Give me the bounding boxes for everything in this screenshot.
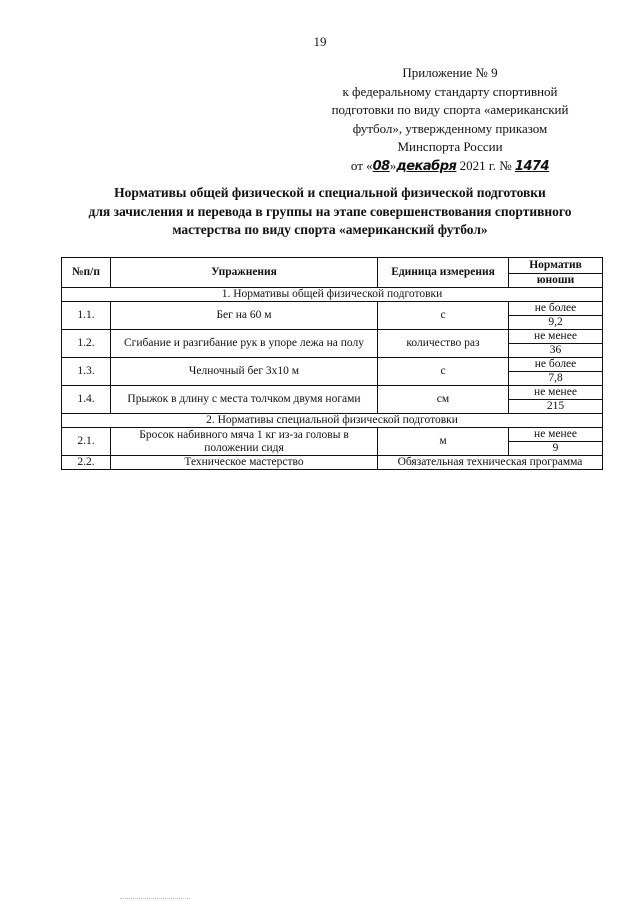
row-norm-label: не менее xyxy=(509,386,603,400)
table-row xyxy=(62,428,603,442)
row-norm-value: 9,2 xyxy=(509,316,603,330)
order-number: 1474 xyxy=(514,158,550,174)
row-num: 1.3. xyxy=(62,358,111,386)
appendix-line: подготовки по виду спорта «американский xyxy=(331,102,569,117)
date-year: 2021 г. № xyxy=(459,157,512,173)
row-norm-value: 9 xyxy=(509,442,603,456)
title-line: для зачисления и перевода в группы на этапе совершенствования спортивного xyxy=(88,203,572,219)
table-row xyxy=(62,358,603,372)
header-norm: Норматив xyxy=(509,258,603,274)
order-date-line xyxy=(300,157,600,177)
table-row xyxy=(62,302,603,316)
row-num: 1.1. xyxy=(62,302,111,330)
row-unit: количество раз xyxy=(378,330,509,358)
scan-artifact xyxy=(120,898,190,900)
section-title: 2. Нормативы специальной физической подготовки xyxy=(62,414,603,428)
date-prefix: от « xyxy=(350,157,373,173)
date-month: декабря xyxy=(396,158,457,174)
row-norm-label: не менее xyxy=(509,428,603,442)
appendix-line: к федеральному стандарту спортивной xyxy=(342,83,558,99)
document-title xyxy=(40,184,620,240)
row-num: 2.1. xyxy=(62,428,111,456)
row-unit: с xyxy=(378,302,509,330)
row-exercise: Прыжок в длину с места толчком двумя ногами xyxy=(111,386,378,414)
header-num: №п/п xyxy=(62,258,111,288)
row-unit: с xyxy=(378,358,509,386)
row-exercise: Бег на 60 м xyxy=(111,302,378,330)
appendix-header xyxy=(300,64,600,176)
row-num: 2.2. xyxy=(62,456,111,470)
row-norm-label: не более xyxy=(509,302,603,316)
row-norm-value: 36 xyxy=(509,344,603,358)
row-unit: см xyxy=(378,386,509,414)
row-exercise: Техническое мастерство xyxy=(111,456,378,470)
row-norm-label: не более xyxy=(509,358,603,372)
row-num: 1.2. xyxy=(62,330,111,358)
row-num: 1.4. xyxy=(62,386,111,414)
row-norm-value: 7,8 xyxy=(509,372,603,386)
row-exercise: Сгибание и разгибание рук в упоре лежа на полу xyxy=(111,330,378,358)
row-unit-program: Обязательная техническая программа xyxy=(378,456,603,470)
header-exercise: Упражнения xyxy=(111,258,378,288)
title-line: Нормативы общей физической и специальной физической подготовки xyxy=(114,185,546,200)
table-row xyxy=(62,330,603,344)
row-exercise: Челночный бег 3х10 м xyxy=(111,358,378,386)
date-mid: » xyxy=(389,157,397,173)
table-row xyxy=(62,456,603,470)
row-norm-value: 215 xyxy=(509,400,603,414)
appendix-line: Минспорта России xyxy=(397,139,503,154)
header-norm-sub: юноши xyxy=(509,274,603,288)
section-title: 1. Нормативы общей физической подготовки xyxy=(62,288,603,302)
date-day: 08 xyxy=(372,158,390,174)
page-number: 19 xyxy=(313,34,327,49)
appendix-title: Приложение № 9 xyxy=(402,65,498,80)
header-unit: Единица измерения xyxy=(378,258,509,288)
row-norm-label: не менее xyxy=(509,330,603,344)
norms-table xyxy=(61,257,603,470)
row-unit: м xyxy=(378,428,509,456)
appendix-line: футбол», утвержденному приказом xyxy=(352,120,548,136)
row-exercise: Бросок набивного мяча 1 кг из-за головы в положении сидя xyxy=(111,428,378,456)
title-line: мастерства по виду спорта «американский футбол» xyxy=(172,222,488,237)
table-row xyxy=(62,386,603,400)
